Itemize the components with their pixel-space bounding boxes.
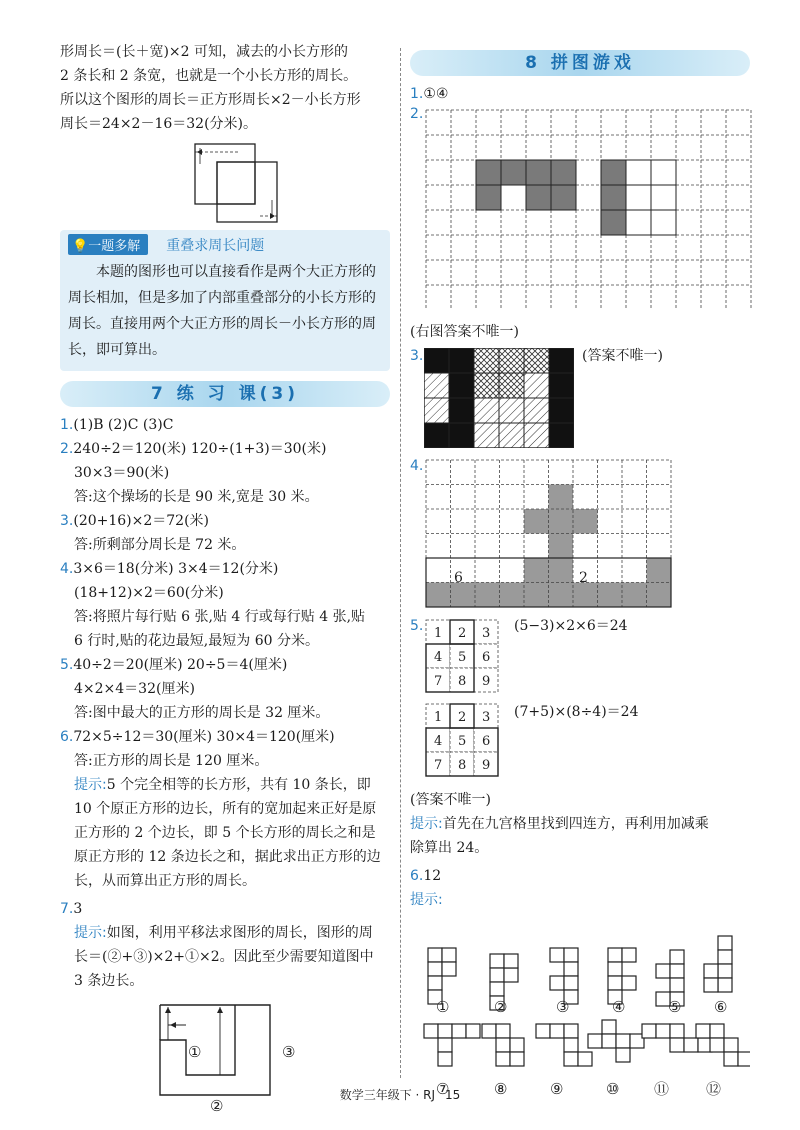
pentomino-label: ⑦ (436, 1080, 450, 1098)
pentomino-label: ④ (612, 998, 626, 1016)
q6-line-2: 答:正方形的周长是 120 厘米。 (74, 753, 269, 769)
q5-line-1: 5.40÷2＝20(厘米) 20÷5＝4(厘米) (60, 657, 288, 673)
grid2-shaded-cell (551, 185, 576, 210)
pentomino-label: ⑫ (706, 1080, 722, 1098)
grid2-shaded-cell (601, 185, 626, 210)
puzzle-grid-q2 (424, 108, 754, 308)
q2-line-1: 2.240÷2＝120(米) 120÷(1+3)＝30(米) (60, 441, 327, 457)
intro-line-2: 2 条长和 2 条宽，也就是一个小长方形的周长。 (60, 68, 358, 84)
r-q5-num: 5. (410, 618, 424, 634)
q5-line-3: 答:图中最大的正方形的周长是 32 厘米。 (74, 705, 330, 721)
pentomino-label: ⑥ (714, 998, 728, 1016)
section-title-8: 8 拼图游戏 (410, 50, 750, 76)
q4-line-3: 答:将照片每行贴 6 张,贴 4 行或每行贴 4 张,贴 (74, 609, 366, 625)
pentomino-shape (428, 948, 456, 1004)
r-q3-note: (答案不唯一) (582, 348, 663, 364)
r-q2 (410, 106, 750, 320)
nine-grid-number: 2 (458, 626, 467, 641)
pentomino-shape (536, 1024, 592, 1066)
q7-hint-line-3: 3 条边长。 (74, 973, 144, 989)
q4-line-4: 6 行时,贴的花边最短,最短为 60 分米。 (74, 633, 319, 649)
pentomino-label: ⑨ (550, 1080, 564, 1098)
q6-hint-line-2: 10 个原正方形的边长，所有的宽加起来正好是原 (74, 801, 377, 817)
q6-hint-line-4: 原正方形的 12 条边长之和，据此求出正方形的边 (74, 849, 381, 865)
grid4-shaded-cell (475, 583, 500, 608)
pentomino-label: ⑩ (606, 1080, 620, 1098)
nine-grid-number: 8 (458, 674, 467, 689)
grid4-shaded-cell (549, 509, 574, 534)
nine-grid-number: 9 (482, 758, 491, 773)
grid4-shaded-cell (647, 583, 672, 608)
lightbulb-icon: 💡 (72, 239, 89, 254)
tip-text: 本题的图形也可以直接看作是两个大正方形的周长相加，但是多加了内部重叠部分的小长方形的周长。直接用两个大正方形的周长－小长方形的周长，即可算出。 (68, 264, 376, 358)
r-q3-num: 3. (410, 348, 424, 364)
q4-cell-label-6: 6 (454, 570, 463, 586)
square-overlap-figure (60, 140, 390, 224)
pentomino-shape (588, 1020, 644, 1062)
grid4-shaded-cell (573, 583, 598, 608)
r-q1-answer: 1.①④ (410, 86, 449, 102)
q3-line-2: 答:所剩部分周长是 72 米。 (74, 537, 246, 553)
grid2-shaded-cell (476, 160, 501, 185)
grid4-shaded-cell (524, 583, 549, 608)
nine-grid-number: 2 (458, 710, 467, 725)
grid4-shaded-cell (500, 583, 525, 608)
grid2-shaded-cell (551, 160, 576, 185)
grid4-shaded-cell (524, 558, 549, 583)
r-q5 (410, 616, 750, 788)
grid2-shaded-cell (476, 185, 501, 210)
q2-line-3: 答:这个操场的长是 90 米,宽是 30 米。 (74, 489, 319, 505)
grid4-shaded-cell (524, 509, 549, 534)
q5-line-2: 4×2×4＝32(厘米) (74, 681, 195, 697)
pentomino-shape (424, 1024, 480, 1066)
nine-grid-number: 6 (482, 650, 491, 665)
nine-grid-number: 5 (458, 650, 467, 665)
q6-line-1: 6.72×5÷12＝30(厘米) 30×4＝120(厘米) (60, 729, 335, 745)
q7-hint-line-2: 长＝(②+③)×2+①×2。因此至少需要知道图中 (74, 949, 374, 965)
nine-grid-number: 3 (482, 710, 491, 725)
nine-grid-number: 7 (434, 758, 443, 773)
pentomino-shape (608, 948, 636, 1004)
pentomino-label: ⑪ (654, 1080, 670, 1098)
grid4-shaded-cell (622, 583, 647, 608)
grid2-shaded-cell (601, 210, 626, 235)
grid4-shaded-cell (549, 485, 574, 510)
grid2-shaded-cell (501, 160, 526, 185)
r-q3 (410, 346, 750, 452)
footer-book: 数学三年级下 · RJ (339, 1088, 436, 1102)
page-footer (0, 1086, 800, 1103)
grid4-shaded-cell (598, 583, 623, 608)
r-q4-num: 4. (410, 458, 424, 474)
grid4-shaded-cell (549, 583, 574, 608)
q2-line-2: 30×3＝90(米) (74, 465, 170, 481)
intro-line-1: 形周长＝(长＋宽)×2 可知，减去的小长方形的 (60, 44, 349, 60)
pentomino-shapes (410, 914, 750, 1104)
r-q5-eq2: (7+5)×(8÷4)＝24 (514, 704, 639, 720)
grid2-shaded-cell (526, 185, 551, 210)
fig-label-1: ① (188, 1043, 202, 1061)
q1-answer: 1.(1)B (2)C (3)C (60, 417, 174, 433)
q4-cell-label-2: 2 (579, 570, 588, 586)
grid4-shaded-cell (549, 558, 574, 583)
q7-hint-line-1: 提示:如图，利用平移法求图形的周长，图形的周 (74, 925, 373, 941)
fig-label-2: ② (210, 1097, 224, 1113)
q4-line-2: (18+12)×2＝60(分米) (74, 585, 224, 601)
right-column (410, 40, 750, 1104)
intro-line-3: 所以这个图形的周长＝正方形周长×2－小长方形 (60, 92, 361, 108)
pentomino-label: ② (494, 998, 508, 1016)
puzzle-grid-q4 (424, 458, 754, 610)
grid4-shaded-cell (451, 583, 476, 608)
tip-title: 重叠求周长问题 (166, 237, 265, 254)
grid4-shaded-cell (573, 509, 598, 534)
nine-grid-number: 1 (434, 710, 443, 725)
nine-grid-number: 9 (482, 674, 491, 689)
fig-label-3: ③ (282, 1043, 296, 1061)
nine-grid-number: 8 (458, 758, 467, 773)
column-divider (400, 48, 401, 1078)
nine-grid-number: 7 (434, 674, 443, 689)
grid2-shaded-cell (601, 160, 626, 185)
grid4-shaded-cell (426, 583, 451, 608)
nine-grid-2 (424, 702, 502, 780)
r-q4 (410, 456, 750, 616)
nine-grid-number: 5 (458, 734, 467, 749)
nine-grid-number: 3 (482, 626, 491, 641)
pentomino-label: ③ (556, 998, 570, 1016)
tip-box (60, 230, 390, 371)
pentomino-shape (482, 1024, 524, 1066)
puzzle-grid-q3 (424, 348, 574, 448)
pentomino-shape (550, 948, 578, 1004)
q4-line-1: 4.3×6＝18(分米) 3×4＝12(分米) (60, 561, 279, 577)
q7-answer: 7.3 (60, 901, 83, 917)
pentomino-label: ① (436, 998, 450, 1016)
left-column (60, 40, 390, 1113)
r-q5-note: (答案不唯一) (410, 792, 491, 808)
grid4-shaded-cell (647, 558, 672, 583)
r-q5-hint-2: 除算出 24。 (410, 840, 489, 856)
pentomino-shape (704, 936, 732, 992)
nine-grid-number: 4 (434, 734, 443, 749)
nine-grid-number: 6 (482, 734, 491, 749)
nine-grid-number: 1 (434, 626, 443, 641)
footer-page-number: 15 (445, 1088, 461, 1102)
r-q2-note: (右图答案不唯一) (410, 324, 519, 340)
nine-grid-1 (424, 618, 502, 696)
pentomino-label: ⑧ (494, 1080, 508, 1098)
r-q5-eq1: (5−3)×2×6＝24 (514, 618, 628, 634)
r-q5-hint-1: 提示:首先在九宫格里找到四连方，再利用加减乘 (410, 816, 709, 832)
q6-hint-line-5: 长，从而算出正方形的周长。 (74, 873, 256, 889)
section-title-7: 7 练 习 课(3) (60, 381, 390, 407)
r-q6-answer: 6.12 (410, 868, 442, 884)
intro-line-4: 周长＝24×2－16＝32(分米)。 (60, 116, 258, 132)
r-q6-hint: 提示: (410, 892, 443, 908)
pentomino-label: ⑤ (668, 998, 682, 1016)
q6-hint-line-3: 正方形的 2 个边长，即 5 个长方形的周长之和是 (74, 825, 376, 841)
q6-hint-line-1: 提示:5 个完全相等的长方形，共有 10 条长，即 (74, 777, 371, 793)
grid2-shaded-cell (526, 160, 551, 185)
r-q2-num: 2. (410, 106, 424, 122)
nine-grid-number: 4 (434, 650, 443, 665)
q3-line-1: 3.(20+16)×2＝72(米) (60, 513, 210, 529)
tip-tag: 💡一题多解 (68, 234, 148, 255)
grid4-shaded-cell (549, 534, 574, 559)
